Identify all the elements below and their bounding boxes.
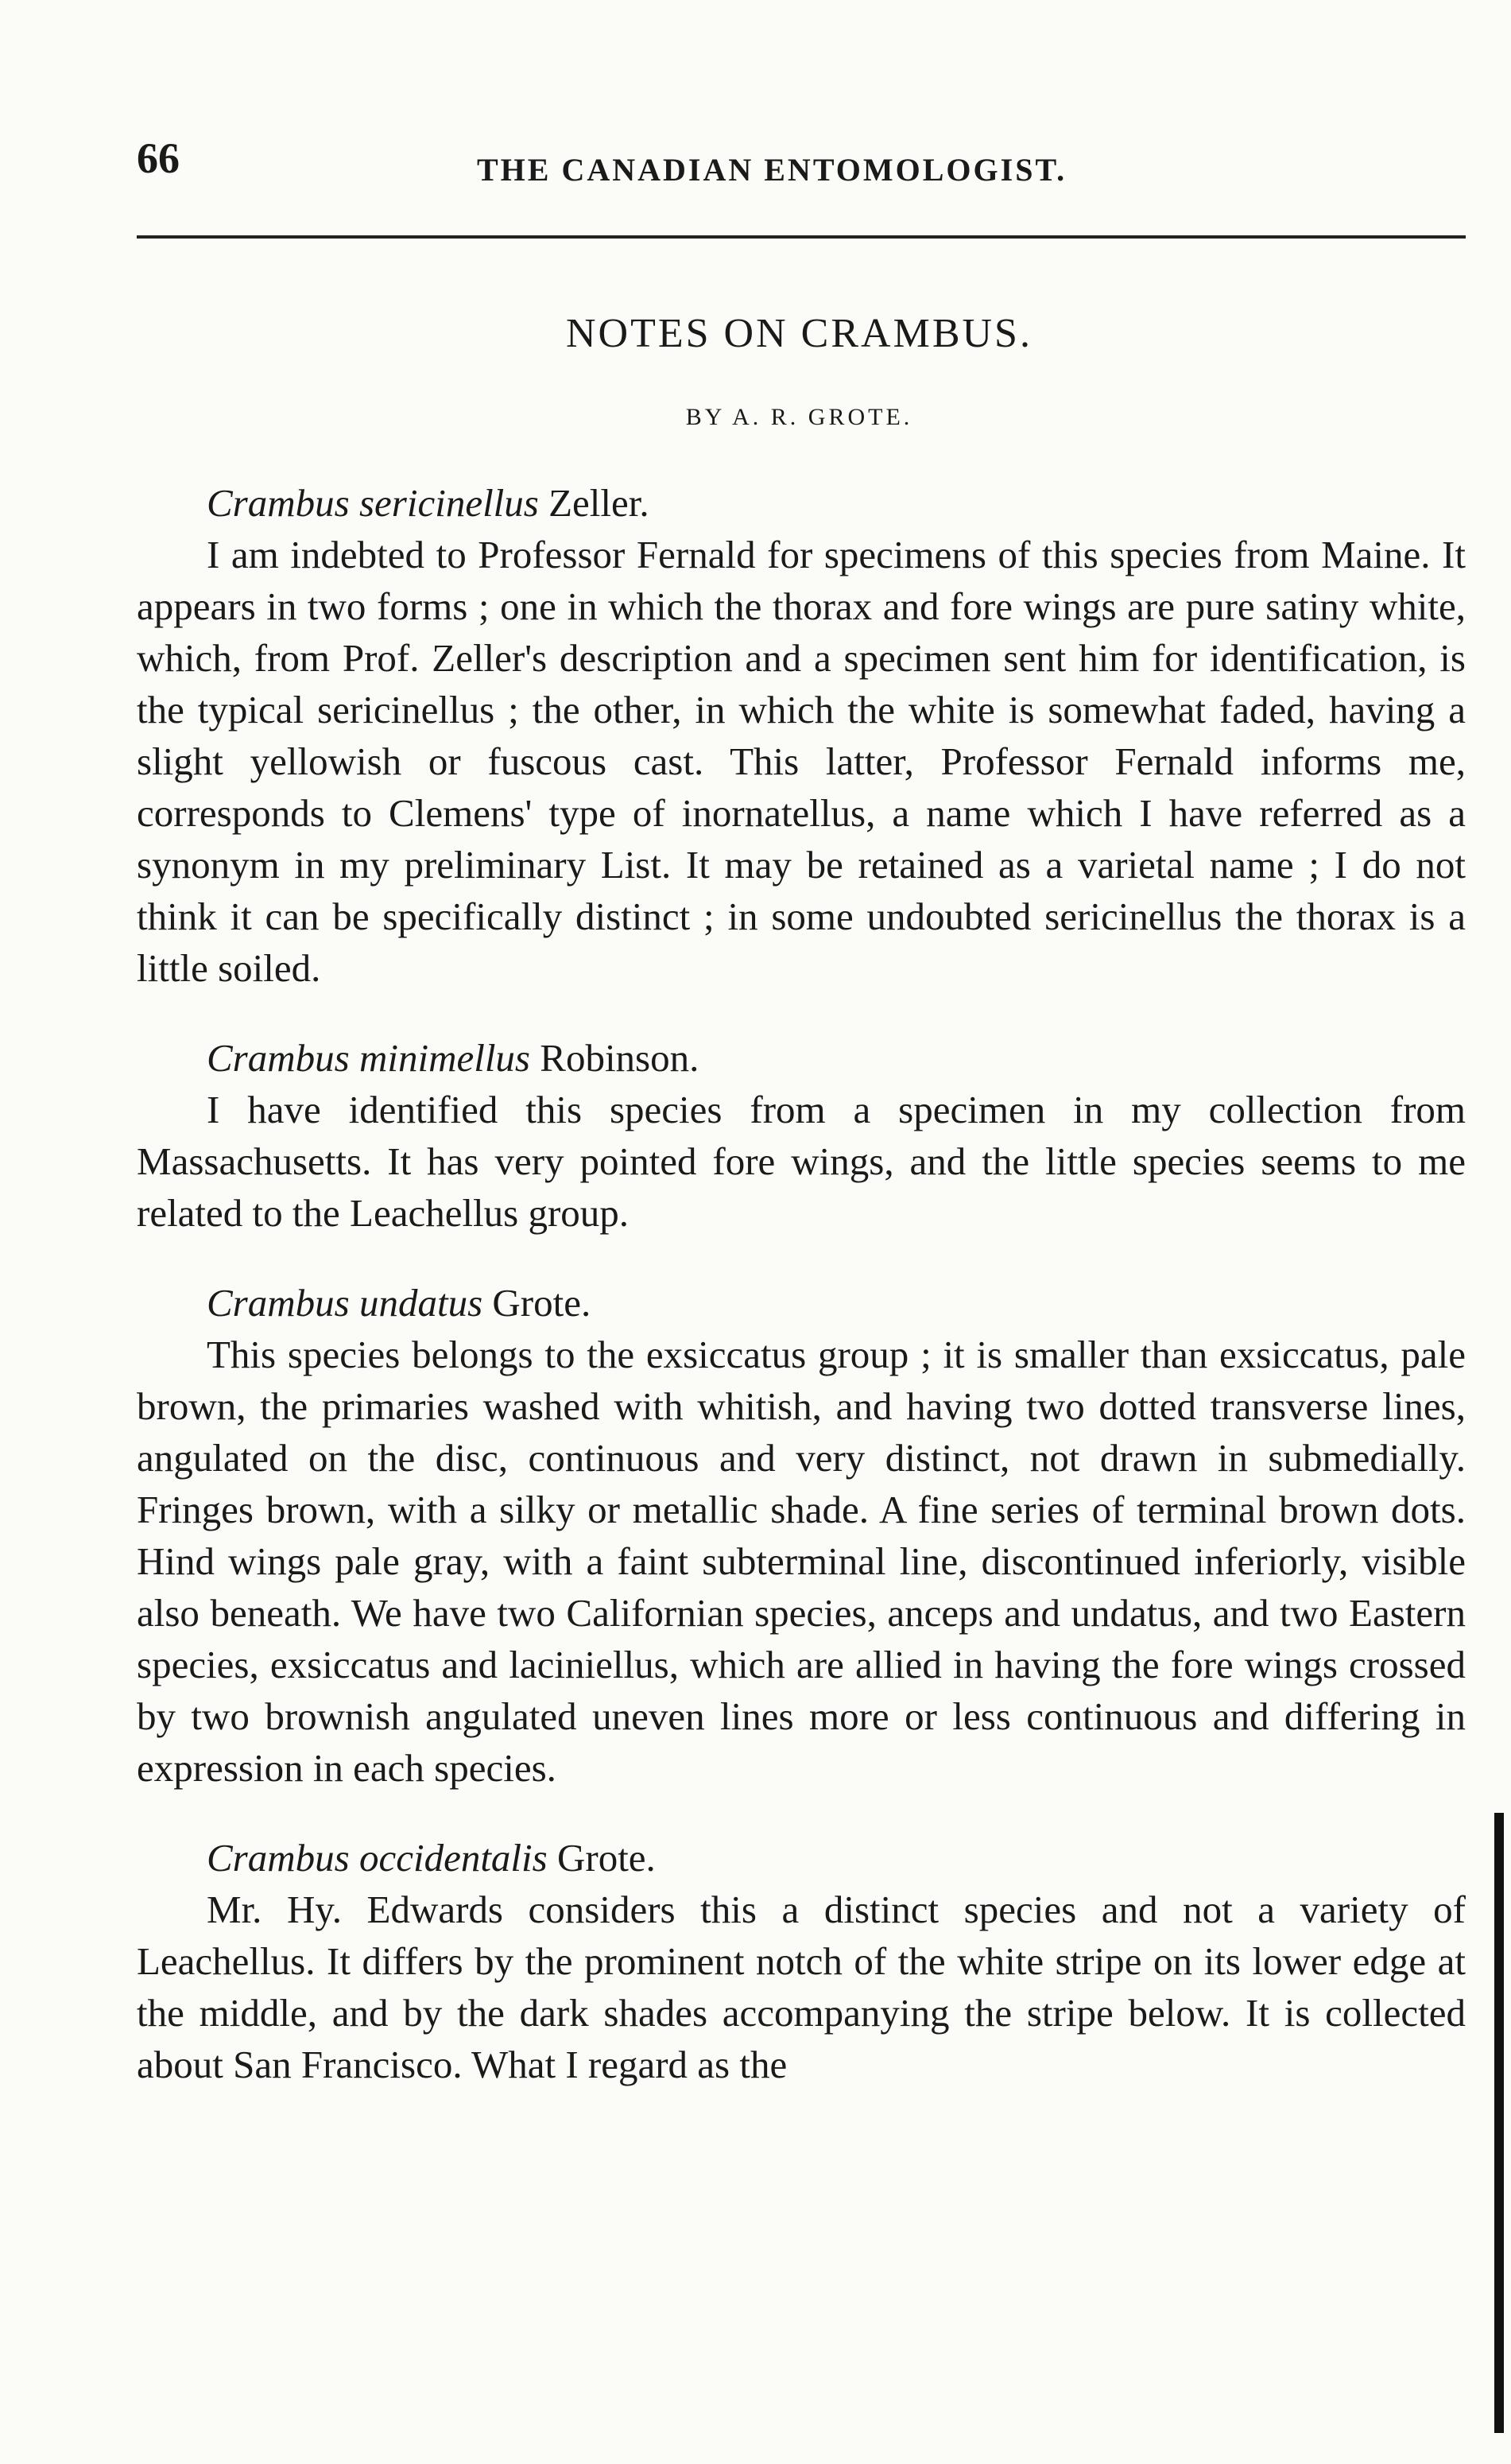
species-name: Crambus sericinellus [207, 481, 539, 525]
section-undatus [137, 1277, 1466, 1794]
species-author: Zeller. [538, 481, 649, 525]
article-byline: BY A. R. GROTE. [685, 404, 913, 430]
header-rule [137, 235, 1466, 239]
section-occidentalis [137, 1832, 1466, 2090]
section-paragraph: Mr. Hy. Edwards considers this a distinct species and not a variety of Leachellus. It differs by the prominent notch of the white stripe on its lower edge at the middle, and by the dark shades accompanying the stripe below. It is collected about San Francisco. What I regard as the [137, 1888, 1466, 2086]
species-author: Grote. [482, 1281, 591, 1325]
article-title: NOTES ON CRAMBUS. [566, 311, 1033, 356]
species-name: Crambus occidentalis [207, 1836, 548, 1880]
section-sericinellus [137, 477, 1466, 994]
species-heading [137, 477, 1466, 529]
species-author: Robinson. [530, 1036, 699, 1080]
article-body [137, 477, 1466, 2090]
section-paragraph: I am indebted to Professor Fernald for specimens of this species from Maine. It appears in two forms ; one in which the thorax and fore wings are pure satiny white, which, from Prof. Zeller's description and a specimen sent him for identification, is the typical sericinellus ; the other, in which the white is somewhat faded, having a slight yellowish or fuscous cast. This latter, Professor Fernald informs me, corresponds to Clemens' type of inornatellus, a name which I have referred as a synonym in my preliminary List. It may be retained as a varietal name ; I do not think it can be specifically distinct ; in some undoubted sericinellus the thorax is a little soiled. [137, 533, 1466, 990]
species-heading [137, 1832, 1466, 1884]
running-head: THE CANADIAN ENTOMOLOGIST. [477, 152, 1067, 188]
section-paragraph: I have identified this species from a specimen in my collection from Massachusetts. It has very pointed fore wings, and the little species seems to me related to the Leachellus group. [137, 1088, 1466, 1235]
species-author: Grote. [547, 1836, 656, 1880]
species-heading [137, 1032, 1466, 1084]
species-name: Crambus undatus [207, 1281, 483, 1325]
species-name: Crambus minimellus [207, 1036, 531, 1080]
section-minimellus [137, 1032, 1466, 1239]
species-heading [137, 1277, 1466, 1329]
scan-edge-bar [1494, 1813, 1504, 2433]
page-number: 66 [137, 134, 180, 182]
section-paragraph: This species belongs to the exsiccatus group ; it is smaller than exsiccatus, pale brown, the primaries washed with whitish, and having two dotted transverse lines, angulated on the disc, continuous and very distinct, not drawn in submedially. Fringes brown, with a silky or metallic shade. A fine series of terminal brown dots. Hind wings pale gray, with a faint subterminal line, discontinued inferiorly, visible also beneath. We have two Californian species, anceps and undatus, and two Eastern species, exsiccatus and laciniellus, which are allied in having the fore wings crossed by two brownish angulated uneven lines more or less continuous and differing in expression in each species. [137, 1333, 1466, 1790]
